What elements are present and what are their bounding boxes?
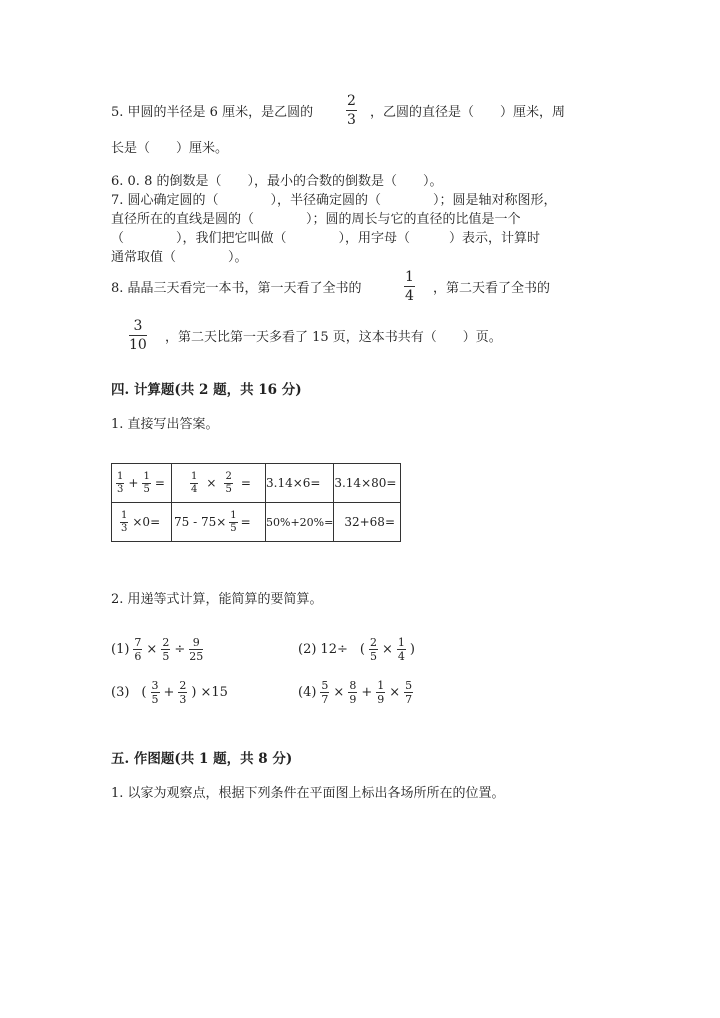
q7-line2: 直径所在的直线是圆的（ ）；圆的周长与它的直径的比值是一个 [111,212,521,227]
table-row [112,503,401,542]
q5-fraction [346,94,357,127]
table-cell: 32+68= [334,503,401,542]
q8-fraction-2-num: 3 [133,318,143,334]
table-cell: 50%+20%= [266,503,334,542]
section4-q1-title: 1. 直接写出答案。 [111,417,219,432]
q6-text: 6. 0. 8 的倒数是（ ），最小的合数的倒数是（ ）。 [111,174,443,189]
q7-line4: 通常取值（ ）。 [111,250,248,265]
table-cell: 1 3 + $\frac{1}{5}$ = [112,464,172,503]
q8-fraction-2-den: 10 [129,337,147,353]
calc-table [111,463,401,542]
expr-2: (2) 12÷ ( $\frac{2}{5}$ × $\frac{1}{4}$ ) [298,636,415,663]
q8-line1-b: ，第二天看了全书的 [433,281,551,296]
q8-fraction-1-num: 1 [405,269,414,285]
q7-line1: 7. 圆心确定圆的（ ），半径确定圆的（ ）；圆是轴对称图形， [111,193,557,208]
expr-1: (1) $\frac{7}{6}$ × $\frac{2}{5}$ ÷ $\frac{9}{25}$ [111,636,204,663]
section5-q1-title: 1. 以家为观察点，根据下列条件在平面图上标出各场所所在的位置。 [111,786,505,801]
q7-line3: （ ），我们把它叫做（ ），用字母（ ）表示，计算时 [111,231,541,246]
q8-fraction-1 [404,270,415,303]
q5-line2: 长是（ ）厘米。 [111,141,229,156]
q5-fraction-num: 2 [347,93,356,109]
section5-title: 五. 作图题(共 1 题，共 8 分) [111,751,293,767]
q8-line2: ，第二天比第一天多看了 15 页，这本书共有（ ）页。 [165,330,502,345]
table-cell: $\frac{1}{3}$ ×0= [112,503,172,542]
table-row [112,464,401,503]
table-cell: 75 - 75× $\frac{1}{5}$ = [172,503,266,542]
table-cell: 3.14×80= [334,464,401,503]
table-cell: $\frac{1}{4}$ × $\frac{2}{5}$ = [172,464,266,503]
q8-line1-a: 8. 晶晶三天看完一本书，第一天看了全书的 [111,281,362,296]
table-cell: 3.14×6= [266,464,334,503]
expr-3: (3) ( 3 5 + $\frac{2}{3}$ ) ×15 [111,679,228,706]
q5-line1-a: 5. 甲圆的半径是 6 厘米，是乙圆的 [111,105,314,120]
q8-fraction-2 [129,319,147,352]
expr-4: (4) $\frac{5}{7}$ × $\frac{8}{9}$ + $\frac{1}{9}$ × $\frac{5}{7}$ [298,679,413,706]
section4-q2-title: 2. 用递等式计算，能简算的要简算。 [111,592,323,607]
q5-line1-b: ，乙圆的直径是（ ）厘米，周 [370,105,566,120]
q5-fraction-den: 3 [347,112,356,128]
section4-title: 四. 计算题(共 2 题，共 16 分) [111,382,302,398]
q8-fraction-1-den: 4 [405,288,414,304]
